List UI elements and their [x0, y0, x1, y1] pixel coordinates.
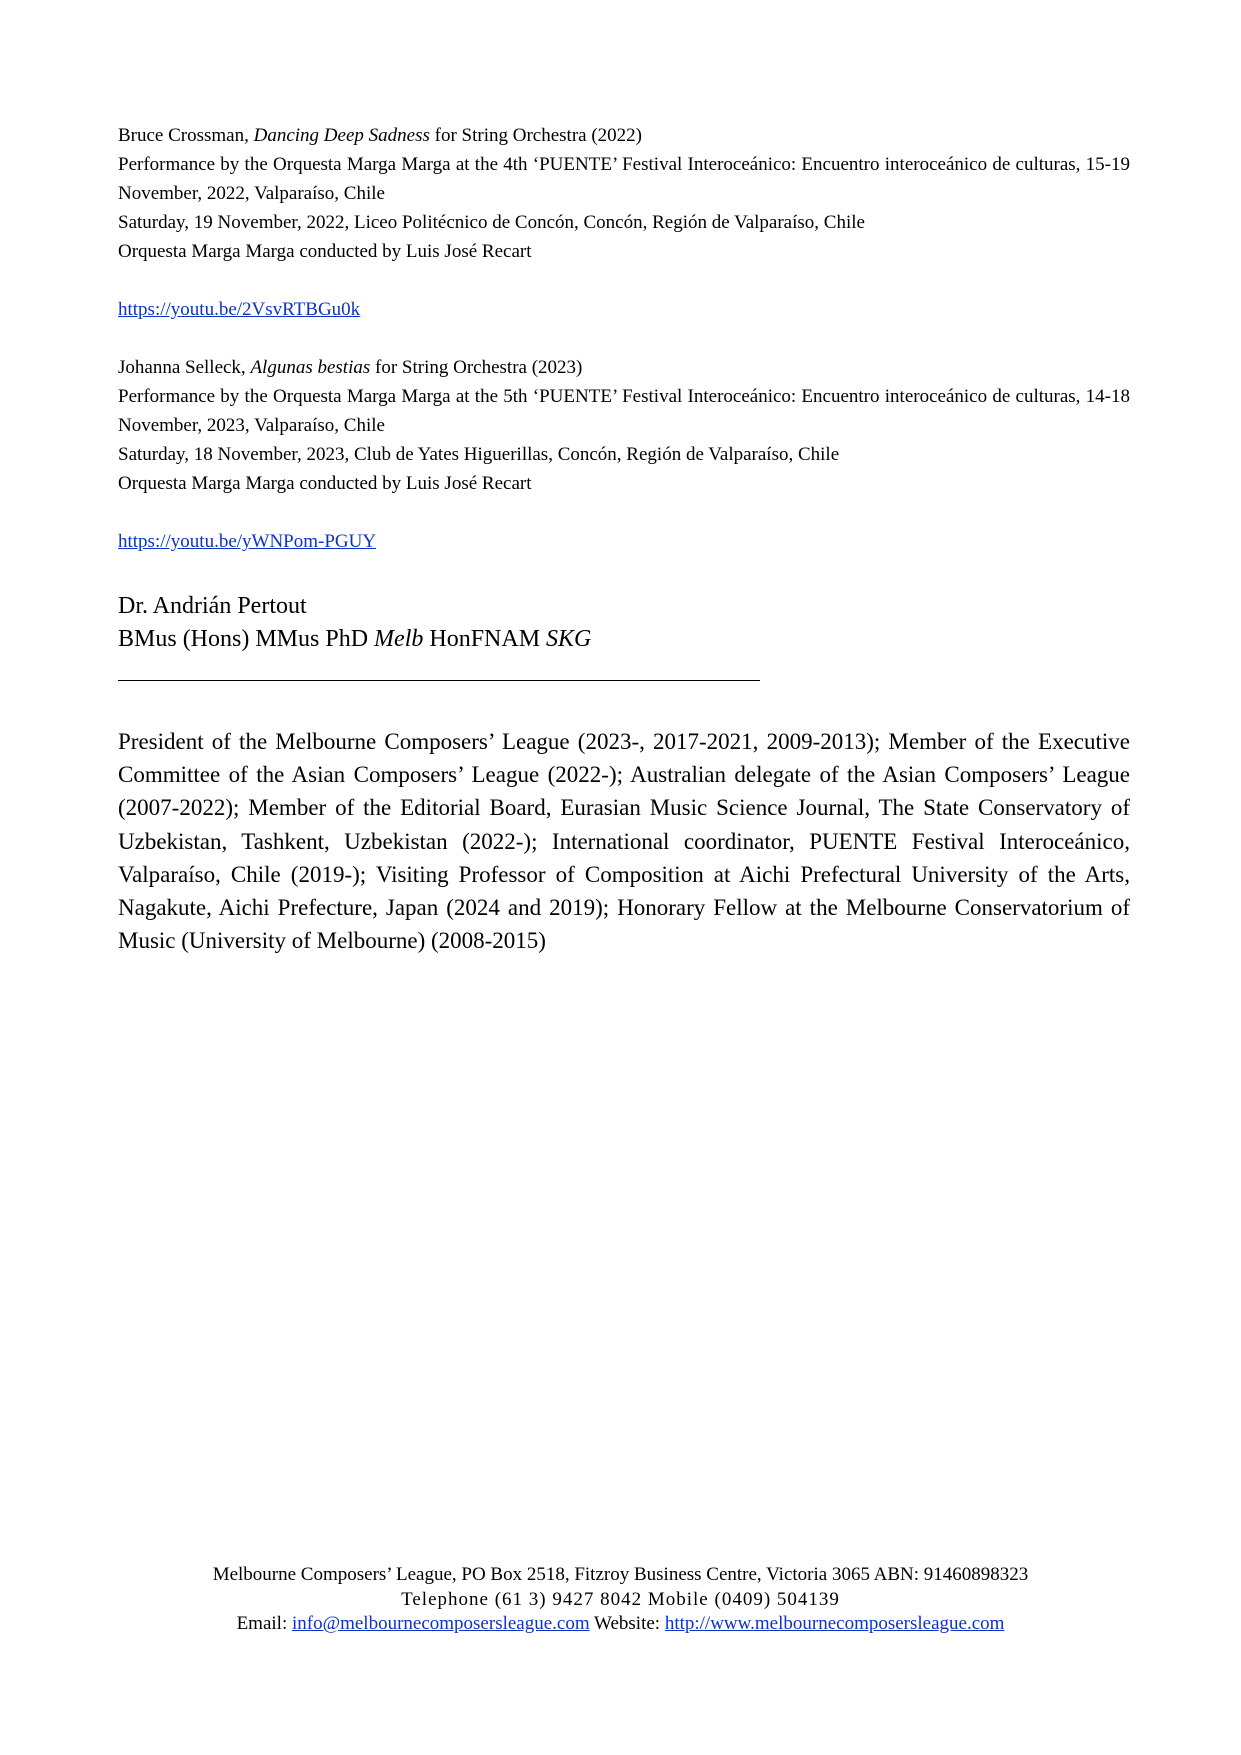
website-label: Website: — [594, 1613, 661, 1634]
video-link[interactable]: https://youtu.be/yWNPom-PGUY — [118, 531, 377, 552]
email-link[interactable]: info@melbournecomposersleague.com — [291, 1613, 590, 1634]
quals-part: HonFNAM — [429, 626, 541, 652]
work-title: Dancing Deep Sadness — [253, 125, 430, 146]
signature-name: Dr. Andrián Pertout — [118, 593, 307, 619]
performance-description: Performance by the Orquesta Marga Marga at the 4th ‘PUENTE’ Festival Interoceánico: Encuentro interoceánico de culturas, 15-19 November, 2022, Valparaíso, Chile — [118, 154, 1130, 204]
work-line — [118, 353, 1130, 382]
composer-name: Bruce Crossman, — [118, 125, 249, 146]
footer-phone: Telephone (61 3) 9427 8042 Mobile (0409) 504139 — [401, 1588, 840, 1610]
page-content — [118, 121, 1130, 957]
conductor-line: Orquesta Marga Marga conducted by Luis José Recart — [118, 473, 532, 494]
work-suffix: for String Orchestra (2022) — [434, 125, 642, 146]
date-venue: Saturday, 19 November, 2022, Liceo Politécnico de Concón, Concón, Región de Valparaíso, Chile — [118, 212, 865, 233]
signature-block — [118, 590, 1130, 681]
letterhead-footer — [0, 1563, 1241, 1637]
signature-rule — [118, 680, 760, 681]
footer-address: Melbourne Composers’ League, PO Box 2518, Fitzroy Business Centre, Victoria 3065 ABN: 91460898323 — [212, 1564, 1029, 1585]
video-link[interactable]: https://youtu.be/2VsvRTBGu0k — [118, 299, 361, 320]
website-link[interactable]: http://www.melbournecomposersleague.com — [664, 1613, 1005, 1634]
quals-skg: SKG — [546, 626, 592, 652]
footer-contact — [0, 1612, 1241, 1637]
conductor-line: Orquesta Marga Marga conducted by Luis José Recart — [118, 241, 532, 262]
work-line — [118, 121, 1130, 150]
quals-melb: Melb — [374, 626, 424, 652]
work-suffix: for String Orchestra (2023) — [375, 357, 583, 378]
performance-entry — [118, 121, 1130, 324]
work-title: Algunas bestias — [250, 357, 371, 378]
performance-description: Performance by the Orquesta Marga Marga at the 5th ‘PUENTE’ Festival Interoceánico: Encuentro interoceánico de culturas, 14-18 November, 2023, Valparaíso, Chile — [118, 386, 1130, 436]
video-link-line — [118, 527, 1130, 556]
performance-entry — [118, 353, 1130, 556]
date-venue: Saturday, 18 November, 2023, Club de Yates Higuerillas, Concón, Región de Valparaíso, Chile — [118, 444, 840, 465]
composer-name: Johanna Selleck, — [118, 357, 246, 378]
video-link-line — [118, 295, 1130, 324]
email-label: Email: — [236, 1613, 288, 1634]
bio-paragraph: President of the Melbourne Composers’ League (2023-, 2017-2021, 2009-2013); Member of the Executive Committee of the Asian Composers’ League (2022-); Australian delegate of the Asian Composers’ League (2007-2022); Member of the Editorial Board, Eurasian Music Science Journal, The State Conservatory of Uzbekistan, Tashkent, Uzbekistan (2022-); International coordinator, PUENTE Festival Interoceánico, Valparaíso, Chile (2019-); Visiting Professor of Composition at Aichi Prefectural University of the Arts, Nagakute, Aichi Prefecture, Japan (2024 and 2019); Honorary Fellow at the Melbourne Conservatorium of Music (University of Melbourne) (2008-2015) — [118, 729, 1130, 954]
quals-part: BMus (Hons) MMus PhD — [118, 626, 369, 652]
signature-qualifications — [118, 623, 1130, 656]
